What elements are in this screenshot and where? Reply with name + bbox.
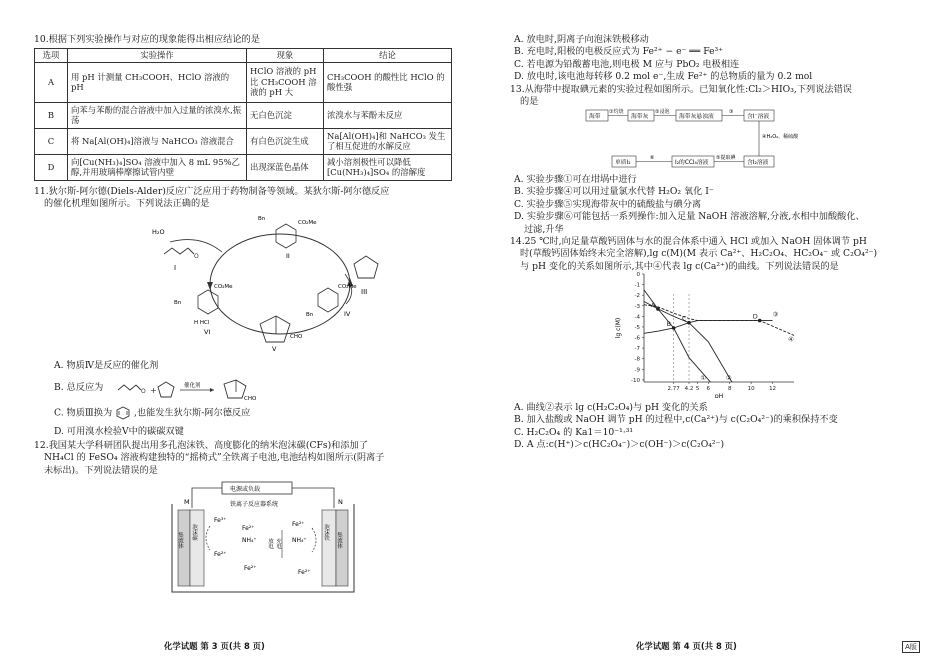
y-tick-label: -7 <box>634 346 640 353</box>
table-row <box>35 128 452 154</box>
cycle-arrow <box>207 282 213 290</box>
q12-option-b[interactable]: B. 充电时,阳极的电极反应式为 Fe²⁺ − e⁻ ══ Fe³⁺ <box>514 46 724 58</box>
label-IV: IV <box>344 310 351 318</box>
q14-option-a[interactable]: A. 曲线②表示 lg c(H₂C₂O₄)与 pH 变化的关系 <box>514 402 708 413</box>
iron-foam-electrode <box>322 510 336 586</box>
ion-fe2: Fe²⁺ <box>298 569 311 576</box>
label-bn: Bn <box>174 300 182 306</box>
option-c-pre: C. 物质Ⅲ换为 <box>54 407 113 419</box>
table-row <box>35 102 452 128</box>
ion-fe2: Fe²⁺ <box>292 521 305 528</box>
y-tick-label: -6 <box>634 335 640 342</box>
q10-table <box>34 48 452 181</box>
cell: A <box>35 62 68 102</box>
option-d-line: 过滤,升华 <box>524 223 564 235</box>
q13-stem <box>510 84 852 109</box>
q13-option-a[interactable]: A. 实验步骤①可在坩埚中进行 <box>514 174 637 185</box>
series-label: ④ <box>788 335 794 344</box>
series-line <box>644 321 773 334</box>
flow-arrow-label: ②浸泡 <box>655 109 670 115</box>
cell: C <box>35 128 68 154</box>
flow-box-solid-iodine: 单质I₂ <box>615 160 631 166</box>
version-badge: A版 <box>902 641 920 653</box>
q11-option-c[interactable] <box>54 406 250 422</box>
point-label: B <box>666 320 672 328</box>
q12-stem <box>34 440 384 477</box>
ion-fe2: Fe²⁺ <box>214 551 227 558</box>
q14-stem-line: 14.25 ℃时,向足量草酸钙固体与水的混合体系中通入 HCl 或加入 NaOH 固体调节 pH <box>510 236 867 247</box>
x-tick-label: 6 <box>706 386 711 392</box>
bicyclic-product <box>224 380 246 398</box>
flow-arrow-label: ⑤提取碘 <box>716 155 736 161</box>
ion-fe2: Fe²⁺ <box>242 525 255 532</box>
series-label: ② <box>725 374 732 382</box>
label-II: II <box>286 252 290 260</box>
carbon-foam-label: 泡沫碳 <box>191 524 197 541</box>
label-cho: CHO <box>290 334 303 340</box>
q13-option-b[interactable]: B. 实验步骤④可以用过量氯水代替 H₂O₂ 氧化 I⁻ <box>514 186 714 198</box>
power-label: 电源或负载 <box>230 486 261 493</box>
h2o-arrow <box>170 240 222 252</box>
flow-step <box>744 110 774 121</box>
data-point <box>672 326 676 330</box>
flow-step <box>586 110 608 121</box>
cell: HClO 溶液的 pH 比 CH₃COOH 溶液的 pH 大 <box>247 62 324 102</box>
flow-arrow-label: ④H₂O₂、稀硫酸 <box>762 134 799 140</box>
label-bn: Bn <box>258 216 266 222</box>
q13-option-d[interactable] <box>514 211 865 236</box>
x-tick-label: 5 <box>695 386 700 392</box>
col-phenomenon: 现象 <box>247 49 324 63</box>
y-tick-label: -5 <box>634 324 640 331</box>
series-line <box>644 302 732 383</box>
q14-option-c[interactable]: C. H₂C₂O₄ 的 Ka1＝10⁻¹·³¹ <box>514 426 634 438</box>
label-ester: CO₂Me <box>338 284 357 290</box>
flow-step <box>628 110 654 121</box>
q11-catalytic-cycle <box>130 212 400 352</box>
molecule-IV <box>306 284 357 318</box>
cell: CH₃COOH 的酸性比 HClO 的酸性强 <box>324 62 452 102</box>
cell: 有白色沉淀生成 <box>247 128 324 154</box>
q14-stem-line: 与 pH 变化的关系如图所示,其中④代表 lg c(Ca²⁺)的曲线。下列说法错误的是 <box>520 260 839 272</box>
y-tick-label: -3 <box>634 303 640 310</box>
carbon-foam-electrode <box>190 510 204 586</box>
ion-nh4: NH₄⁺ <box>292 537 307 544</box>
q11-stem-line: 的催化机理如图所示。下列说法正确的是 <box>44 198 210 210</box>
point-label: C <box>682 314 687 323</box>
electrode-m-label: M <box>184 498 190 506</box>
ion-nh4: NH₄⁺ <box>242 537 257 544</box>
x-tick-label: 4.2 <box>684 386 694 392</box>
q12-stem-line: 未标出)。下列说法错误的是 <box>44 464 158 476</box>
right-collector-label: 集流体 <box>336 532 342 549</box>
charge-label: 充电 <box>275 538 281 549</box>
cell: 向苯与苯酚的混合溶液中加入过量的浓溴水,振荡 <box>68 102 247 128</box>
flow-step <box>612 156 636 167</box>
q12-battery-diagram <box>158 480 368 598</box>
y-tick-label: -9 <box>634 367 640 374</box>
label-cho: CHO <box>244 396 257 402</box>
q12-stem-line: NH₄Cl 的 FeSO₄ 溶液构建独特的“摇椅式”全铁离子电池,电池结构如图所示(阴离子 <box>44 452 385 464</box>
left-collector-label: 集流体 <box>177 532 183 549</box>
series-label: ① <box>700 374 707 382</box>
flow-step <box>676 110 722 121</box>
y-tick-label: 0 <box>636 272 640 278</box>
cell: 无白色沉淀 <box>247 102 324 128</box>
x-axis-label: pH <box>714 393 724 398</box>
table-header-row <box>35 49 452 63</box>
q13-option-c[interactable]: C. 实验步骤⑤实现海带灰中的硫酸盐与碘分离 <box>514 198 702 210</box>
label-bn: Bn <box>306 312 314 318</box>
option-b-label: B. 总反应为 <box>54 382 104 393</box>
y-axis-label: lg c(M) <box>615 317 622 339</box>
col-conclusion: 结论 <box>324 49 452 63</box>
label-ester: CO₂Me <box>298 220 317 226</box>
flow-box-iodide: 含I⁻溶液 <box>747 114 770 120</box>
q14-options <box>514 402 838 452</box>
cell: 减小溶剂极性可以降低[Cu(NH₃)₄]SO₄ 的溶解度 <box>324 154 452 180</box>
iron-foam-label: 泡沫铁 <box>323 524 329 541</box>
flow-step <box>672 156 714 167</box>
y-tick-label: -1 <box>634 282 640 289</box>
molecule-I <box>164 248 199 272</box>
discharge-label: 放电 <box>267 538 273 549</box>
electrode-n-label: N <box>338 498 343 506</box>
point-label: A <box>650 300 656 309</box>
q11-stem-line: 11.狄尔斯-阿尔德(Diels-Alder)反应广泛应用于药物制备等领域。某狄尔斯-阿尔德反应 <box>34 186 390 197</box>
x-tick-label: 10 <box>747 386 755 392</box>
ion-fe2: Fe²⁺ <box>244 565 257 572</box>
flow-box-suspension: 海带灰悬浊液 <box>679 114 714 120</box>
col-option: 选项 <box>35 49 68 63</box>
y-tick-label: -4 <box>634 314 640 321</box>
x-tick-label: 8 <box>727 386 732 392</box>
flow-arrow-label: ⑥ <box>650 155 655 161</box>
y-tick-label: -10 <box>631 377 640 384</box>
cell: D <box>35 154 68 180</box>
cell: 出现深蓝色晶体 <box>247 154 324 180</box>
data-point <box>758 319 762 323</box>
q14-chart <box>610 268 810 398</box>
y-tick-label: -2 <box>634 293 640 300</box>
cell: B <box>35 102 68 128</box>
q12-option-d[interactable]: D. 放电时,该电池每转移 0.2 mol e⁻,生成 Fe²⁺ 的总物质的量为 0.2 mol <box>514 71 813 83</box>
molecule-VI <box>174 284 233 336</box>
q13-stem-line: 13.从海带中提取碘元素的实验过程如图所示。已知氧化性:Cl₂＞HIO₃,下列说法错误 <box>510 84 852 95</box>
q11-stem <box>34 186 389 211</box>
label-VI: VI <box>204 328 211 336</box>
data-point <box>656 307 660 311</box>
series-label: ③ <box>772 310 779 319</box>
footer-left: 化学试题 第 3 页(共 8 页) <box>164 641 265 651</box>
system-label: 铁离子反应器系统 <box>230 501 279 508</box>
q13-flowchart <box>584 108 834 170</box>
label-III: III <box>361 288 368 296</box>
label-ester: CO₂Me <box>214 284 233 290</box>
table-row <box>35 154 452 180</box>
flow-box-ash: 海带灰 <box>631 114 649 120</box>
overall-reaction <box>116 378 276 402</box>
y-tick-label: -8 <box>634 356 640 363</box>
table-row <box>35 62 452 102</box>
svg-text:O: O <box>141 388 146 395</box>
svg-text:+: + <box>150 386 157 395</box>
option-c-post: ,也能发生狄尔斯-阿尔德反应 <box>134 407 251 419</box>
data-point <box>687 321 691 325</box>
q13-stem-line: 的是 <box>520 96 539 108</box>
cell: Na[Al(OH)₄]和 NaHCO₃ 发生了相互促进的水解反应 <box>324 128 452 154</box>
q11-option-d[interactable]: D. 可用溴水检验Ⅴ中的碳碳双键 <box>54 426 184 437</box>
cyclohexadiene-icon <box>115 406 131 420</box>
q12-option-c[interactable]: C. 若电源为铅酸蓄电池,则电极 M 应与 PbO₂ 电极相连 <box>514 58 740 70</box>
flow-box-kelp: 海带 <box>589 114 601 120</box>
cell: 浓溴水与苯酚未反应 <box>324 102 452 128</box>
q12-options <box>514 34 812 84</box>
option-d-line: D. 实验步骤⑥可能包括一系列操作:加入足量 NaOH 溶液溶解,分液,水相中加酸酸化、 <box>514 211 865 223</box>
q12-option-a[interactable]: A. 放电时,阴离子向泡沫铁极移动 <box>514 34 649 45</box>
label-hcl: H HCl <box>194 320 210 326</box>
footer-right: 化学试题 第 4 页(共 8 页) <box>636 641 737 651</box>
q11-option-b[interactable] <box>54 378 314 402</box>
x-tick-label: 2.77 <box>667 386 680 392</box>
svg-text:O: O <box>194 253 199 260</box>
q10-stem: 10.根据下列实验操作与对应的现象能得出相应结论的是 <box>34 34 260 45</box>
q12-stem-line: 12.我国某大学科研团队提出用多孔泡沫铁、高度膨化的纳米泡沫碳(CFs)和添加了 <box>34 440 368 451</box>
q13-options <box>514 174 865 236</box>
label-I: I <box>174 264 177 272</box>
q14-stem-line: 时(草酸钙固体始终未完全溶解),lg c(M)(M 表示 Ca²⁺、H₂C₂O₄、HC₂O₄⁻ 或 C₂O₄²⁻) <box>520 248 878 260</box>
catalyst-label: 催化剂 <box>184 383 201 389</box>
h2o-label: H₂O <box>152 228 165 236</box>
label-V: V <box>272 345 277 352</box>
flow-step <box>744 156 774 167</box>
point-label: D <box>752 312 758 321</box>
q14-option-b[interactable]: B. 加入盐酸或 NaOH 调节 pH 的过程中,c(Ca²⁺)与 c(C₂O₄²⁻)的乘积保持不变 <box>514 414 838 426</box>
flow-arrow-label: ③ <box>729 109 734 115</box>
flow-box-iodine: 含I₂溶液 <box>747 160 769 166</box>
col-operation: 实验操作 <box>68 49 247 63</box>
q14-option-d[interactable]: D. A 点:c(H⁺)＞c(HC₂O₄⁻)＞c(OH⁻)＞c(C₂O₄²⁻) <box>514 439 725 451</box>
cell: 向[Cu(NH₃)₄]SO₄ 溶液中加入 8 mL 95%乙醇,并用玻璃棒摩擦试管内壁 <box>68 154 247 180</box>
flow-arrow-label: ①灼烧 <box>609 109 624 115</box>
flow-box-ccl4: I₂的CCl₄溶液 <box>675 160 709 166</box>
cyclopentadiene <box>158 382 174 397</box>
cell: 将 Na[Al(OH)₄]溶液与 NaHCO₃ 溶液混合 <box>68 128 247 154</box>
cell: 用 pH 计测量 CH₃COOH、HClO 溶液的 pH <box>68 62 247 102</box>
x-tick-label: 12 <box>769 386 777 392</box>
q11-option-a[interactable]: A. 物质Ⅳ是反应的催化剂 <box>54 360 159 371</box>
ion-fe3: Fe³⁺ <box>214 517 227 524</box>
